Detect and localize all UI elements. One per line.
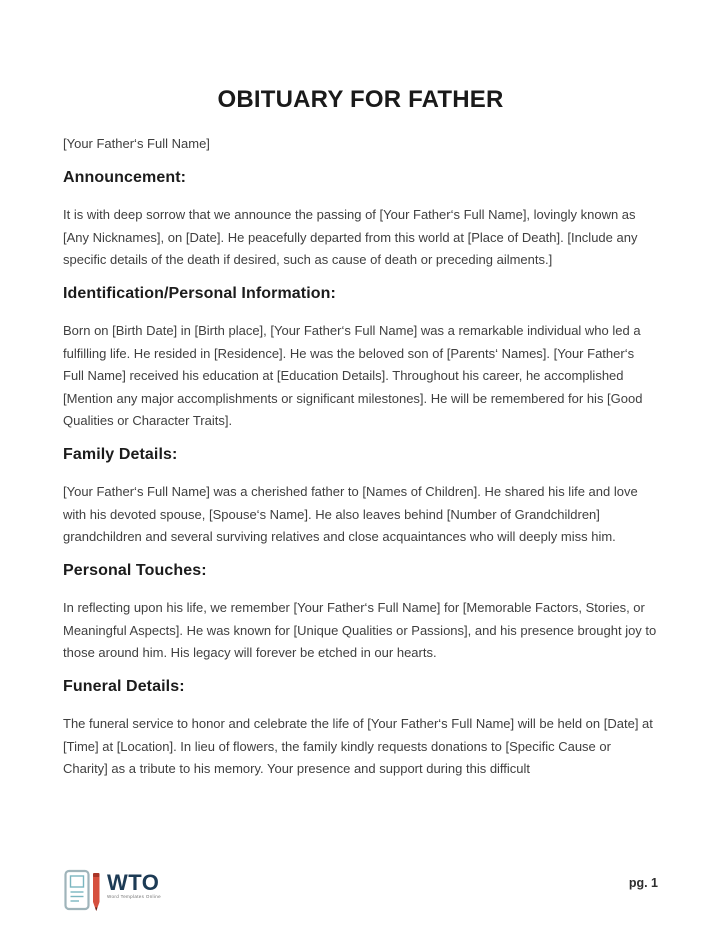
section-heading-personal-touches: Personal Touches: xyxy=(63,562,207,579)
section-body-family-details: [Your Father‘s Full Name] was a cherished father to [Names of Children]. He shared his life and love with his devoted spouse, [Spouse‘s Name]. He also leaves behind [Number of Grandchildren] grandchildren and several surviving relatives and close acquaintances who will deeply miss him. xyxy=(63,484,638,544)
section-heading-identification: Identification/Personal Information: xyxy=(63,285,336,302)
section-identification xyxy=(63,284,658,433)
logo-text xyxy=(107,870,161,900)
page-number: pg. 1 xyxy=(628,876,658,890)
logo-acronym: WTO xyxy=(107,870,160,895)
section-heading-funeral-details: Funeral Details: xyxy=(63,678,185,695)
wto-logo xyxy=(63,866,161,916)
pen-icon xyxy=(93,873,100,911)
section-body-announcement: It is with deep sorrow that we announce the passing of [Your Father‘s Full Name], lovingly known as [Any Nicknames], on [Date]. He peacefully departed from this world at [Place of Death]. [Include any specific details of the death if desired, such as cause of death or preceding ailments.] xyxy=(63,207,638,267)
section-body-funeral-details: The funeral service to honor and celebrate the life of [Your Father‘s Full Name] will be held on [Date] at [Time] at [Location]. In lieu of flowers, the family kindly requests donations to [Specific Cause or Charity] as a tribute to his memory. Your presence and support during this difficult xyxy=(63,716,653,776)
father-name-placeholder: [Your Father‘s Full Name] xyxy=(63,136,210,151)
document-icon xyxy=(66,871,89,909)
page-title: OBITUARY FOR FATHER xyxy=(217,86,504,113)
section-body-identification: Born on [Birth Date] in [Birth place], [Your Father‘s Full Name] was a remarkable individual who led a fulfilling life. He resided in [Residence]. He was the beloved son of [Parents‘ Names]. [Your Father‘s Full Name] received his education at [Education Details]. Throughout his career, he accomplished [Mention any major accomplishments or significant milestones]. He will be remembered for his [Good Qualities or Character Traits]. xyxy=(63,323,643,428)
section-heading-announcement: Announcement: xyxy=(63,169,187,186)
section-body-personal-touches: In reflecting upon his life, we remember [Your Father‘s Full Name] for [Memorable Factors, Stories, or Meaningful Aspects]. He was known for [Unique Qualities or Passions], and his presence brought joy to those around him. His legacy will forever be etched in our hearts. xyxy=(63,600,657,660)
document-pen-icon xyxy=(63,866,105,916)
page-footer xyxy=(63,866,658,916)
section-funeral-details xyxy=(63,677,658,781)
section-announcement xyxy=(63,168,658,272)
section-heading-family-details: Family Details: xyxy=(63,446,178,463)
section-personal-touches xyxy=(63,561,658,665)
section-family-details xyxy=(63,445,658,549)
logo-tagline: Word Templates Online xyxy=(107,894,161,899)
